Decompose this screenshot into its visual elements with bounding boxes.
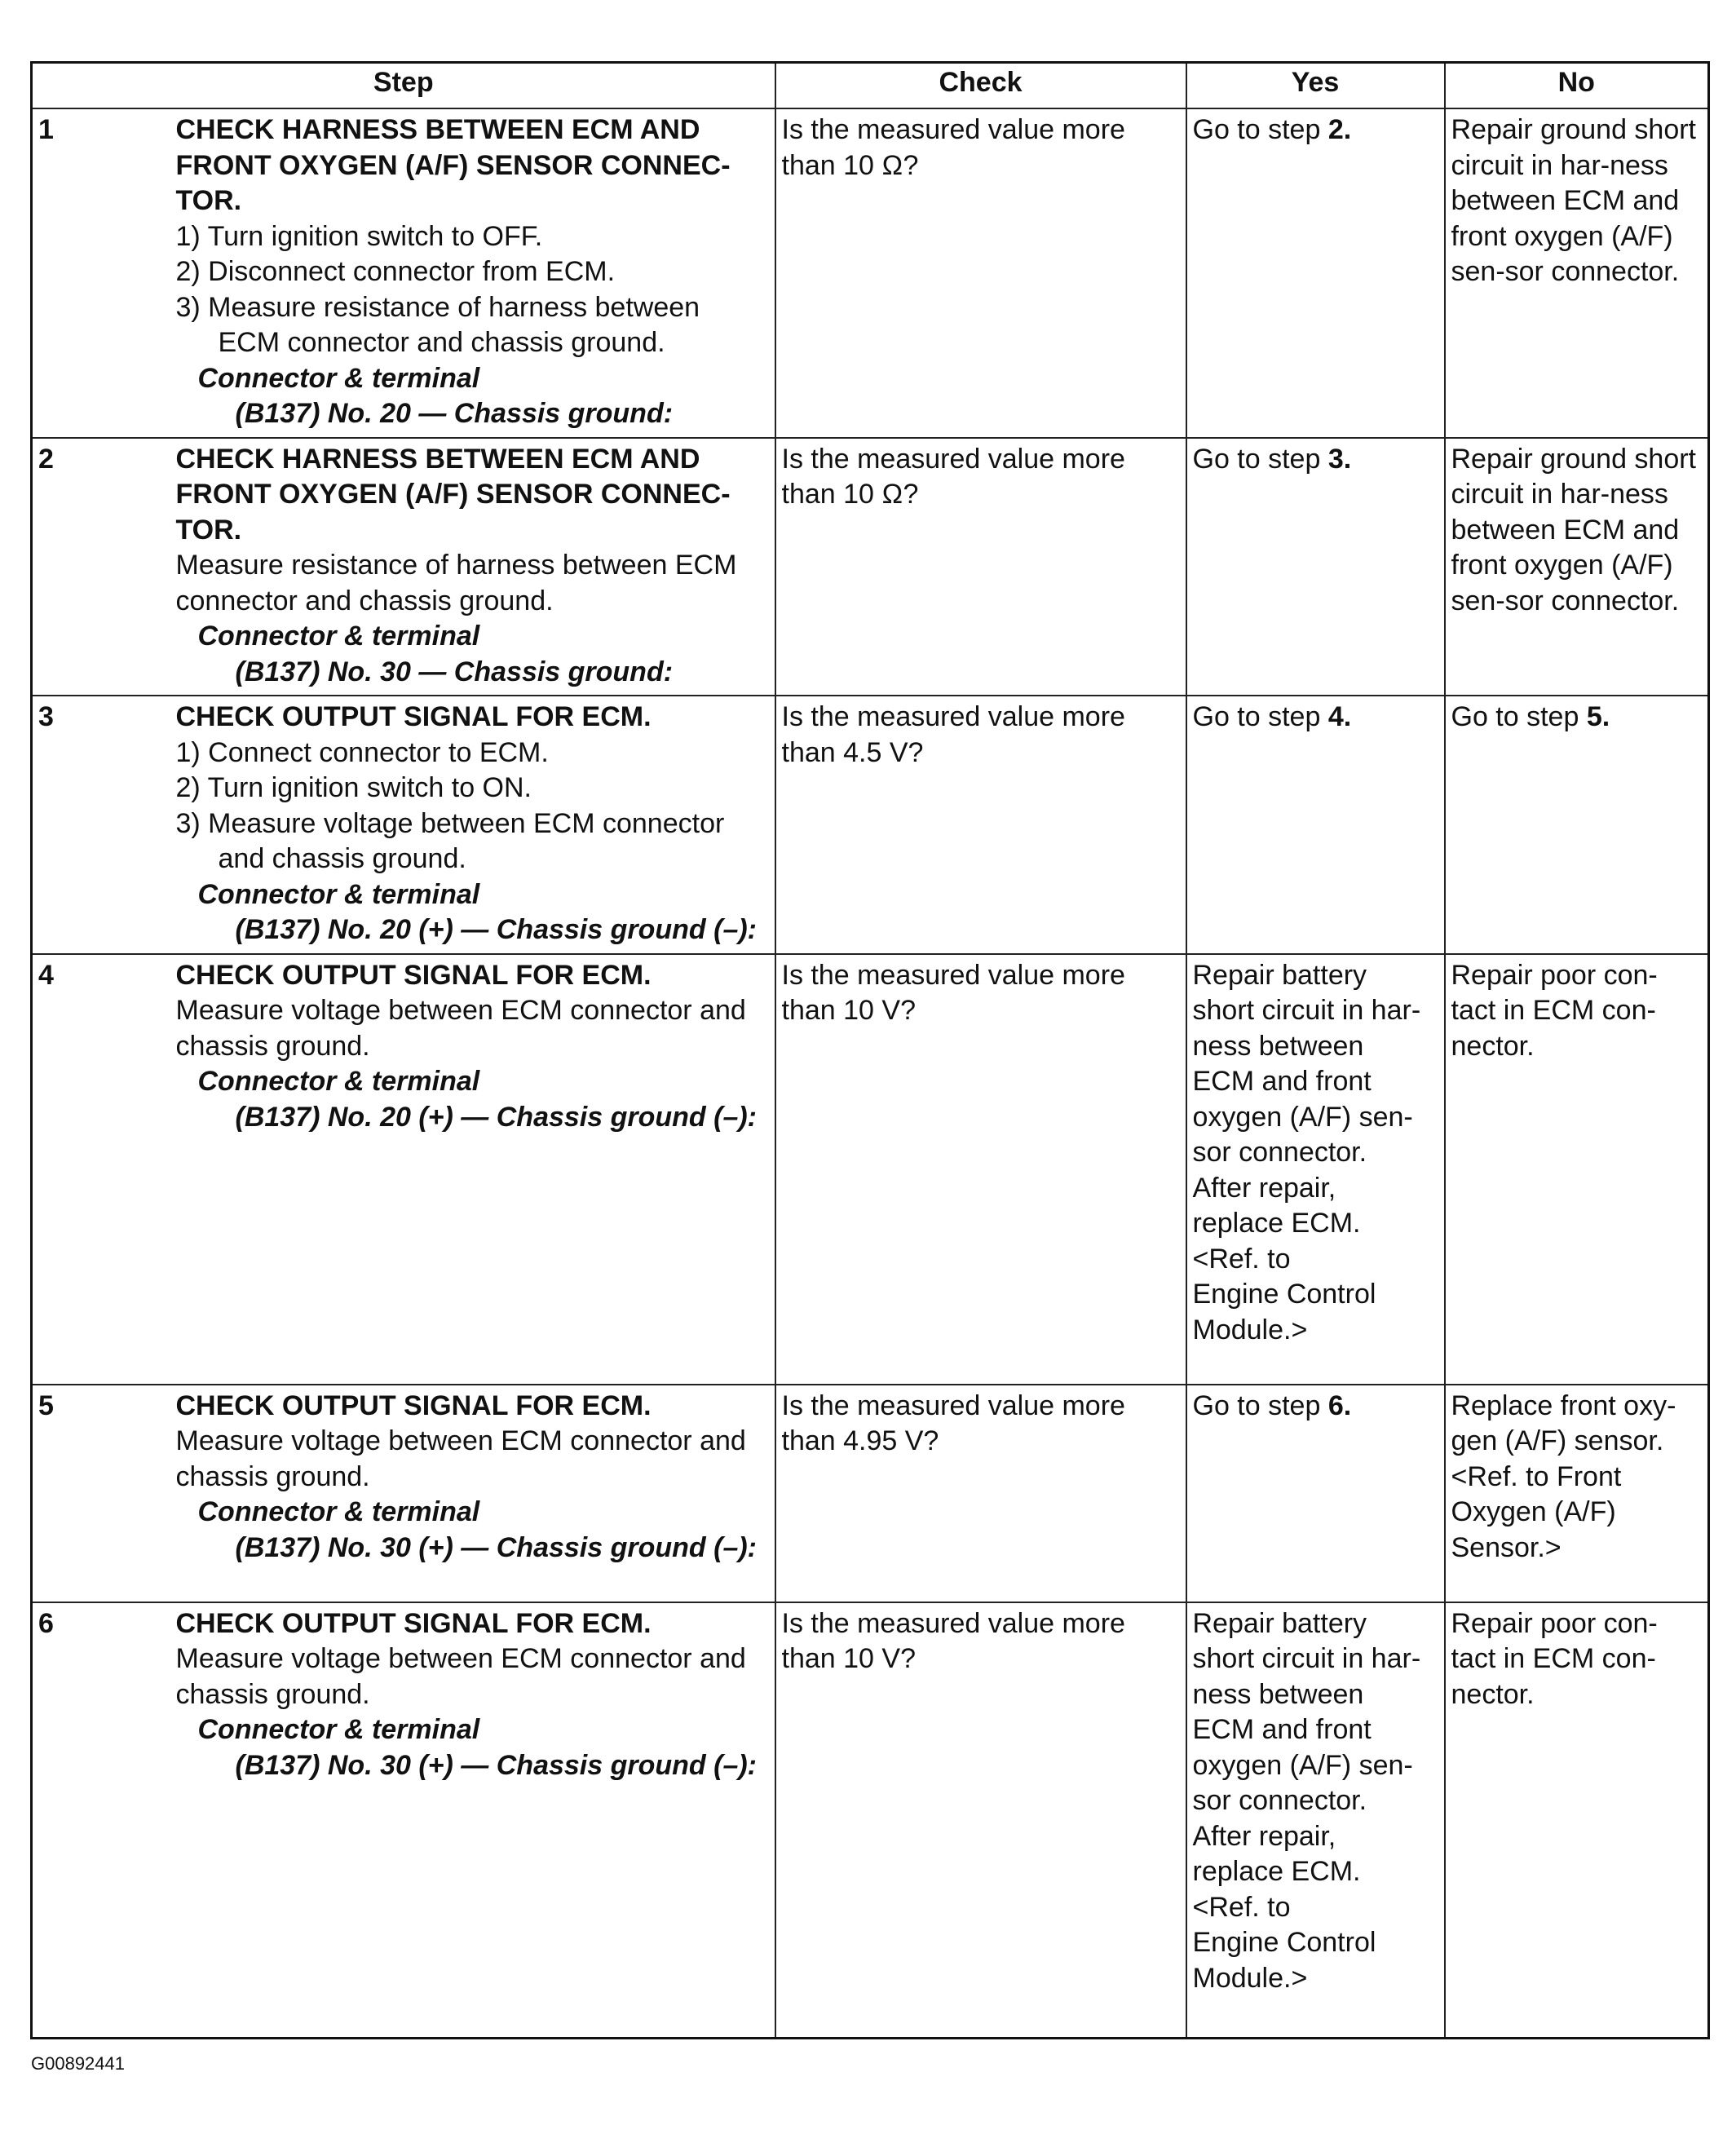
yes-cell bbox=[1186, 438, 1445, 696]
no-cell: Repair ground short circuit in har-ness between ECM and front oxygen (A/F) sen-sor connector. bbox=[1445, 108, 1709, 438]
no-cell: Repair poor con-tact in ECM con-nector. bbox=[1445, 1602, 1709, 2039]
yes-line: replace ECM. bbox=[1192, 1856, 1361, 1887]
check-cell: Is the measured value more than 10 V? bbox=[775, 1602, 1186, 2039]
header-check: Check bbox=[775, 63, 1186, 109]
no-cell bbox=[1445, 1385, 1709, 1602]
step-instruction: Measure voltage between ECM connector and chassis ground. bbox=[175, 995, 746, 1062]
no-cell: Repair poor con-tact in ECM con-nector. bbox=[1445, 954, 1709, 1385]
check-cell: Is the measured value more than 10 Ω? bbox=[775, 108, 1186, 438]
step-number: 4 bbox=[32, 954, 170, 1385]
step-cell bbox=[170, 1602, 775, 2039]
connector-terminal-label: Connector & terminal bbox=[197, 1496, 480, 1527]
step-title: CHECK OUTPUT SIGNAL FOR ECM. bbox=[175, 701, 652, 732]
table-row bbox=[32, 108, 1709, 438]
table-row bbox=[32, 438, 1709, 696]
yes-text: Go to step bbox=[1192, 701, 1328, 732]
no-cell bbox=[1445, 696, 1709, 954]
step-number: 6 bbox=[32, 1602, 170, 2039]
header-yes: Yes bbox=[1186, 63, 1445, 109]
step-title: CHECK OUTPUT SIGNAL FOR ECM. bbox=[175, 959, 652, 991]
no-line: <Ref. to Front bbox=[1451, 1460, 1622, 1492]
yes-text: Go to step bbox=[1192, 443, 1328, 475]
yes-line: <Ref. to bbox=[1192, 1243, 1291, 1275]
connector-terminal-label: Connector & terminal bbox=[197, 621, 480, 652]
yes-cell bbox=[1186, 696, 1445, 954]
yes-line: Module.> bbox=[1192, 1314, 1308, 1345]
yes-cell bbox=[1186, 1602, 1445, 2039]
connector-terminal-label: Connector & terminal bbox=[197, 1066, 480, 1097]
yes-line: sor connector. bbox=[1192, 1137, 1367, 1168]
yes-line: sor connector. bbox=[1192, 1785, 1367, 1816]
table-row bbox=[32, 696, 1709, 954]
figure-code: G00892441 bbox=[31, 2053, 125, 2074]
yes-cell bbox=[1186, 108, 1445, 438]
check-cell: Is the measured value more than 10 V? bbox=[775, 954, 1186, 1385]
yes-line: oxygen (A/F) sen- bbox=[1192, 1101, 1413, 1133]
step-title: TOR. bbox=[175, 514, 242, 546]
step-instruction: 3) Measure resistance of harness between ECM connector and chassis ground. bbox=[175, 291, 700, 358]
step-cell bbox=[170, 108, 775, 438]
step-instruction: 2) Turn ignition switch to ON. bbox=[175, 772, 532, 803]
yes-line: oxygen (A/F) sen- bbox=[1192, 1749, 1413, 1781]
step-title: FRONT OXYGEN (A/F) SENSOR CONNEC- bbox=[175, 149, 731, 181]
connector-terminal-value: (B137) No. 30 (+) — Chassis ground (–): bbox=[235, 1749, 757, 1781]
step-number: 3 bbox=[32, 696, 170, 954]
step-cell bbox=[170, 438, 775, 696]
yes-line: short circuit in har- bbox=[1192, 1643, 1421, 1674]
yes-line: ECM and front bbox=[1192, 1066, 1372, 1097]
header-row bbox=[32, 63, 1709, 109]
yes-line: ness between bbox=[1192, 1030, 1364, 1062]
no-line: Oxygen (A/F) bbox=[1451, 1496, 1616, 1527]
step-title: TOR. bbox=[175, 185, 242, 216]
yes-cell bbox=[1186, 1385, 1445, 1602]
step-title: CHECK OUTPUT SIGNAL FOR ECM. bbox=[175, 1390, 652, 1421]
step-title: CHECK HARNESS BETWEEN ECM AND bbox=[175, 114, 700, 145]
connector-terminal-label: Connector & terminal bbox=[197, 362, 480, 394]
step-cell bbox=[170, 696, 775, 954]
step-instruction: 3) Measure voltage between ECM connector and chassis ground. bbox=[175, 807, 725, 874]
no-line: Replace front oxy- bbox=[1451, 1390, 1676, 1421]
connector-terminal-label: Connector & terminal bbox=[197, 1714, 480, 1745]
no-cell: Repair ground short circuit in har-ness between ECM and front oxygen (A/F) sen-sor connector. bbox=[1445, 438, 1709, 696]
no-step-ref: 5. bbox=[1586, 701, 1610, 732]
step-number: 5 bbox=[32, 1385, 170, 1602]
diagnostic-table bbox=[30, 61, 1710, 2039]
step-title: CHECK HARNESS BETWEEN ECM AND bbox=[175, 443, 700, 475]
connector-terminal-value: (B137) No. 20 (+) — Chassis ground (–): bbox=[235, 914, 757, 945]
yes-line: After repair, bbox=[1192, 1172, 1336, 1204]
step-cell bbox=[170, 954, 775, 1385]
no-text: Go to step bbox=[1451, 701, 1587, 732]
step-title: FRONT OXYGEN (A/F) SENSOR CONNEC- bbox=[175, 479, 731, 510]
table-row bbox=[32, 1385, 1709, 1602]
step-instruction: 1) Connect connector to ECM. bbox=[175, 736, 549, 768]
yes-cell bbox=[1186, 954, 1445, 1385]
yes-line: ness between bbox=[1192, 1678, 1364, 1710]
connector-terminal-value: (B137) No. 20 — Chassis ground: bbox=[235, 398, 674, 429]
yes-text: Go to step bbox=[1192, 1390, 1328, 1421]
step-number: 1 bbox=[32, 108, 170, 438]
yes-step-ref: 3. bbox=[1327, 443, 1352, 475]
step-number: 2 bbox=[32, 438, 170, 696]
yes-line: After repair, bbox=[1192, 1820, 1336, 1852]
connector-terminal-value: (B137) No. 20 (+) — Chassis ground (–): bbox=[235, 1101, 757, 1133]
header-step: Step bbox=[32, 63, 775, 109]
yes-line: Module.> bbox=[1192, 1962, 1308, 1994]
yes-step-ref: 4. bbox=[1327, 701, 1352, 732]
step-instruction: Measure voltage between ECM connector and chassis ground. bbox=[175, 1425, 746, 1492]
yes-line: Repair battery bbox=[1192, 959, 1367, 991]
table-row bbox=[32, 954, 1709, 1385]
connector-terminal-value: (B137) No. 30 (+) — Chassis ground (–): bbox=[235, 1531, 757, 1563]
table-row bbox=[32, 1602, 1709, 2039]
no-line: gen (A/F) sensor. bbox=[1451, 1425, 1664, 1456]
check-cell: Is the measured value more than 4.5 V? bbox=[775, 696, 1186, 954]
yes-line: Engine Control bbox=[1192, 1927, 1376, 1958]
yes-step-ref: 6. bbox=[1327, 1390, 1352, 1421]
step-cell bbox=[170, 1385, 775, 1602]
yes-step-ref: 2. bbox=[1327, 114, 1352, 145]
no-line: Sensor.> bbox=[1451, 1531, 1562, 1563]
yes-line: Engine Control bbox=[1192, 1279, 1376, 1310]
step-title: CHECK OUTPUT SIGNAL FOR ECM. bbox=[175, 1607, 652, 1639]
connector-terminal-value: (B137) No. 30 — Chassis ground: bbox=[235, 656, 674, 687]
yes-line: replace ECM. bbox=[1192, 1208, 1361, 1239]
step-instruction: 2) Disconnect connector from ECM. bbox=[175, 256, 616, 287]
check-cell: Is the measured value more than 10 Ω? bbox=[775, 438, 1186, 696]
yes-line: ECM and front bbox=[1192, 1714, 1372, 1745]
yes-line: <Ref. to bbox=[1192, 1891, 1291, 1923]
step-instruction: 1) Turn ignition switch to OFF. bbox=[175, 220, 543, 252]
step-instruction: Measure voltage between ECM connector and chassis ground. bbox=[175, 1643, 746, 1710]
header-no: No bbox=[1445, 63, 1709, 109]
step-instruction: Measure resistance of harness between ECM connector and chassis ground. bbox=[175, 550, 737, 616]
yes-line: Repair battery bbox=[1192, 1607, 1367, 1639]
connector-terminal-label: Connector & terminal bbox=[197, 878, 480, 910]
yes-line: short circuit in har- bbox=[1192, 995, 1421, 1026]
check-cell: Is the measured value more than 4.95 V? bbox=[775, 1385, 1186, 1602]
yes-text: Go to step bbox=[1192, 114, 1328, 145]
